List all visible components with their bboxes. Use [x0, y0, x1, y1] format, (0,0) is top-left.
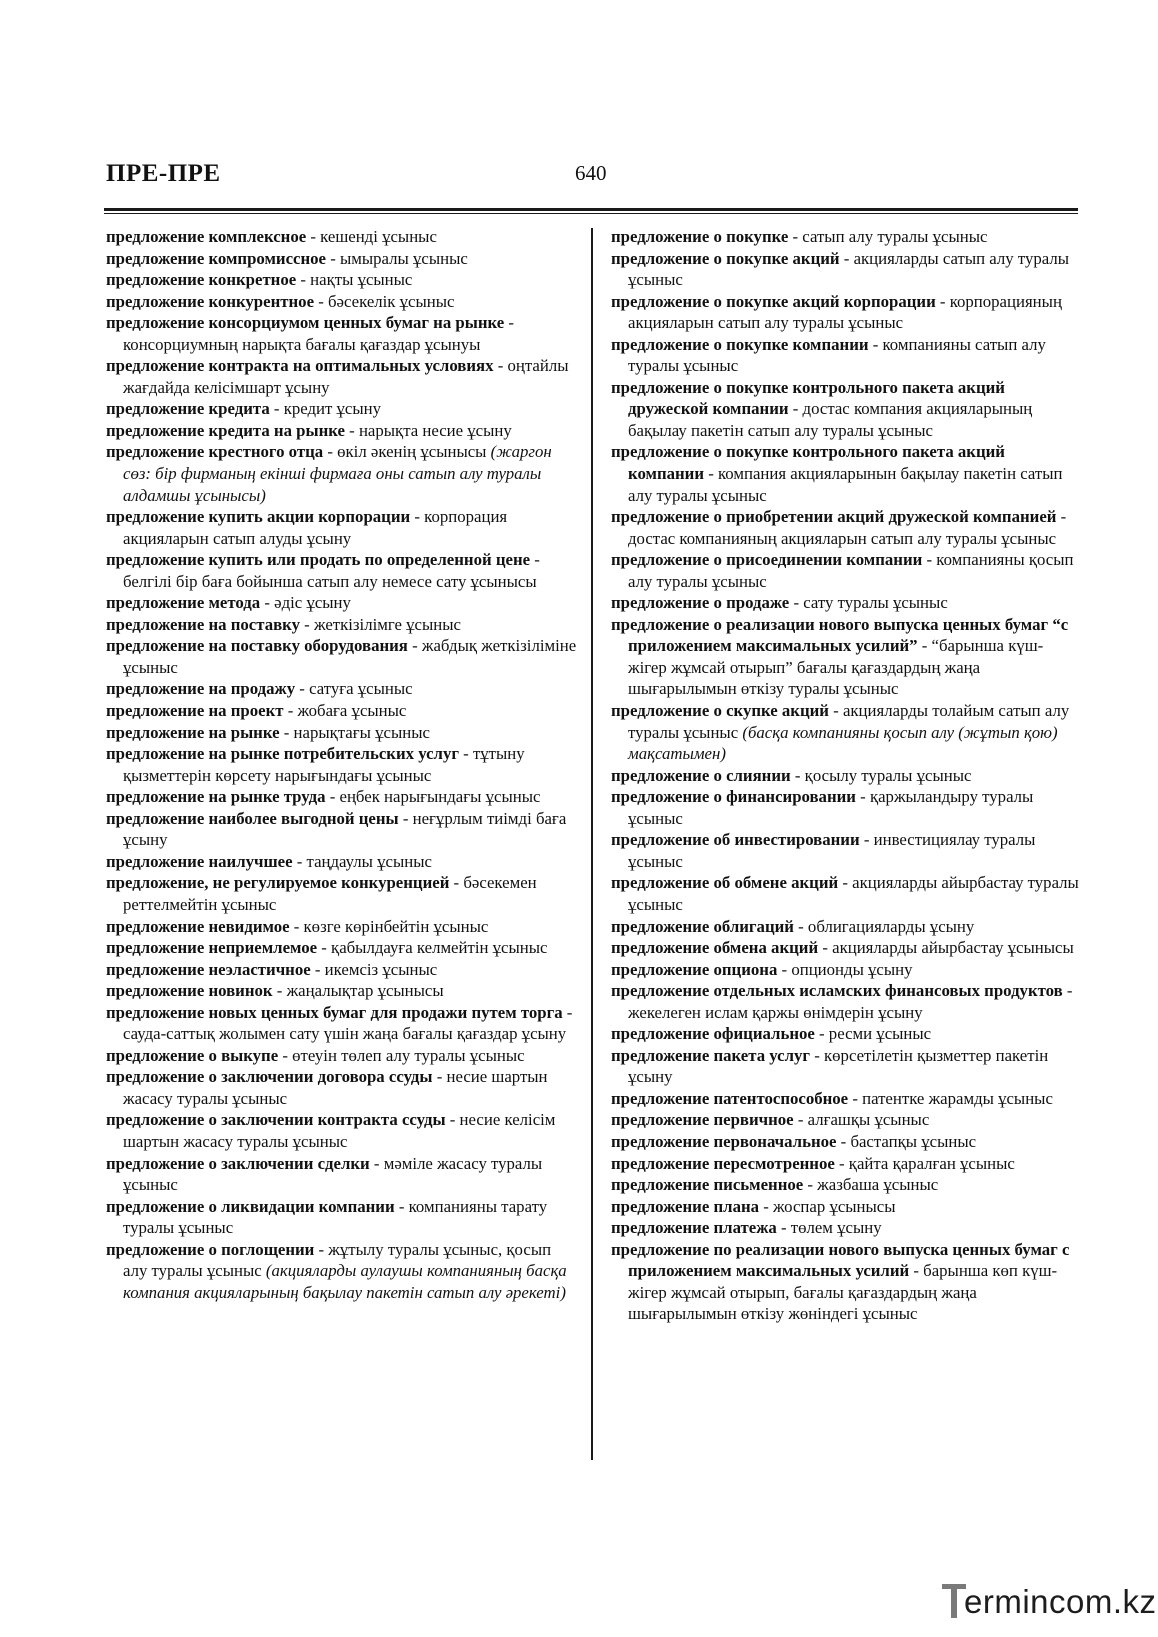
dictionary-entry	[106, 722, 578, 744]
entry-term: предложение первоначальное	[611, 1131, 837, 1151]
entry-definition: - компанияны сатып алу туралы ұсыныс	[628, 334, 1046, 376]
dictionary-entry	[106, 1002, 578, 1045]
entry-term: предложение конкурентное	[106, 291, 315, 311]
entry-term: предложение пакета услуг	[611, 1045, 811, 1065]
dictionary-entry	[106, 1196, 578, 1239]
dictionary-entry	[106, 678, 578, 700]
entry-definition: - жазбаша ұсыныс	[803, 1175, 939, 1195]
dictionary-entry	[611, 829, 1081, 872]
dictionary-entry	[611, 1088, 1081, 1110]
dictionary-entry	[611, 248, 1081, 291]
dictionary-entry	[611, 506, 1081, 549]
entry-definition: - нақты ұсыныс	[296, 270, 413, 290]
dictionary-entry	[611, 786, 1081, 829]
entry-definition: - неғұрлым тиімді баға ұсыну	[123, 808, 567, 850]
logo-t-stem	[951, 1584, 957, 1618]
entry-term: предложение невидимое	[106, 916, 290, 936]
entry-term: предложение о поглощении	[106, 1239, 315, 1259]
entry-definition: - несие келісім шартын жасасу туралы ұсыныс	[123, 1110, 556, 1151]
page-number: 640	[575, 161, 607, 185]
entry-term: предложение отдельных исламских финансовых продуктов	[611, 981, 1063, 1001]
dictionary-entry	[106, 226, 578, 248]
dictionary-entry	[611, 700, 1081, 765]
entry-definition: - бәсекелік ұсыныс	[314, 291, 455, 311]
dictionary-entry	[611, 1153, 1081, 1175]
entry-term: предложение о продаже	[611, 593, 790, 613]
entry-definition: - төлем ұсыну	[776, 1218, 882, 1238]
dictionary-entry	[106, 700, 578, 722]
entry-definition: - кредит ұсыну	[269, 399, 382, 419]
dictionary-entry	[106, 786, 578, 808]
dictionary-entry	[611, 980, 1081, 1023]
dictionary-entry	[106, 592, 578, 614]
entry-definition: - корпорация акцияларын сатып алуды ұсыну	[123, 507, 508, 548]
dictionary-entry	[106, 808, 578, 851]
entry-term: предложение об обмене акций	[611, 873, 839, 893]
dictionary-entry	[106, 1045, 578, 1067]
entry-definition: - акцияларды айырбастау туралы ұсыныс	[628, 873, 1079, 914]
entry-term: предложение пересмотренное	[611, 1153, 835, 1173]
dictionary-entry	[106, 549, 578, 592]
entry-definition: - жекелеген ислам қаржы өнімдерін ұсыну	[628, 981, 1073, 1022]
entry-definition: - акцияларды айырбастау ұсынысы	[818, 938, 1074, 958]
entry-definition: - достас компания акцияларының бақылау пакетін сатып алу туралы ұсыныс	[628, 399, 1033, 440]
dictionary-entry	[106, 1153, 578, 1196]
entry-definition: - сату туралы ұсыныс	[789, 593, 948, 613]
entry-definition: - барынша көп күш-жігер жұмсай отырып, бағалы қағаздардың жаңа шығарылымын өткізу жөніндегі ұсыныс	[628, 1261, 1058, 1324]
header-rule-thin	[104, 213, 1078, 214]
entry-definition: - қаржыландыру туралы ұсыныс	[628, 787, 1034, 828]
dictionary-entry	[611, 441, 1081, 506]
entry-term: предложение о слиянии	[611, 765, 791, 785]
entry-definition: - жеткізілімге ұсыныс	[299, 614, 461, 634]
entry-term: предложение на поставку	[106, 614, 300, 634]
entry-term: предложение о покупке акций корпорации	[611, 291, 936, 311]
entry-term: предложение об инвестировании	[611, 830, 860, 850]
entry-definition: - көзге көрінбейтін ұсыныс	[289, 916, 489, 936]
entry-term: предложение о покупке компании	[611, 334, 869, 354]
dictionary-entry	[611, 1217, 1081, 1239]
dictionary-entry	[611, 226, 1081, 248]
entry-term: предложение официальное	[611, 1024, 815, 1044]
entry-definition: - ресми ұсыныс	[814, 1024, 932, 1044]
entry-definition: - акцияларды толайым сатып алу туралы ұсыныс	[628, 701, 1070, 742]
dictionary-entry	[106, 291, 578, 313]
page-header-title: ПРЕ-ПРЕ	[106, 160, 221, 187]
entry-term: предложение на продажу	[106, 679, 296, 699]
entry-term: предложение о заключении контракта ссуды	[106, 1110, 446, 1130]
dictionary-entry	[106, 506, 578, 549]
dictionary-entry	[106, 980, 578, 1002]
dictionary-entry	[611, 377, 1081, 442]
entry-term: предложение о покупке контрольного пакета акций дружеской компании	[611, 377, 1005, 419]
entry-definition: - тұтыну қызметтерін көрсету нарығындағы ұсыныс	[123, 744, 525, 785]
left-column	[106, 226, 578, 1303]
dictionary-entry	[611, 1023, 1081, 1045]
dictionary-entry	[611, 334, 1081, 377]
entry-definition: - опционды ұсыну	[777, 959, 913, 979]
entry-term: предложение на рынке труда	[106, 787, 326, 807]
entry-term: предложение на рынке	[106, 722, 280, 742]
dictionary-entry	[611, 1239, 1081, 1325]
entry-term: предложение о финансировании	[611, 787, 856, 807]
entry-definition: - несие шартын жасасу туралы ұсыныс	[123, 1067, 548, 1108]
dictionary-entry	[611, 549, 1081, 592]
entry-definition: - өкіл әкенің ұсынысы	[323, 442, 491, 462]
entry-term: предложение о реализации нового выпуска ценных бумаг “с приложением максимальных усилий”	[611, 614, 1069, 656]
entry-definition: - жоспар ұсынысы	[759, 1196, 896, 1216]
dictionary-entry	[611, 765, 1081, 787]
dictionary-entry	[106, 312, 578, 355]
entry-definition: - оңтайлы жағдайда келісімшарт ұсыну	[123, 356, 569, 397]
entry-term: предложение комплексное	[106, 227, 307, 246]
entry-definition: - таңдаулы ұсыныс	[292, 851, 432, 871]
entry-term: предложение компромиссное	[106, 248, 327, 268]
entry-definition: - икемсіз ұсыныс	[310, 959, 438, 979]
entry-term: предложение кредита	[106, 399, 270, 419]
dictionary-entry	[106, 420, 578, 442]
entry-definition: - консорциумның нарықта бағалы қағаздар ұсынуы	[123, 313, 515, 354]
entry-term: предложение патентоспособное	[611, 1088, 849, 1108]
dictionary-entry	[611, 614, 1081, 700]
entry-term: предложение неприемлемое	[106, 938, 318, 958]
entry-term: предложение конкретное	[106, 270, 297, 290]
entry-term: предложение контракта на оптимальных условиях	[106, 356, 494, 376]
dictionary-entry	[106, 851, 578, 873]
dictionary-entry	[106, 937, 578, 959]
entry-definition: - мәміле жасасу туралы ұсыныс	[123, 1153, 543, 1195]
entry-note: (акцияларды аулаушы компанияның басқа компания акцияларының бақылау пакетін сатып алу әрекеті)	[123, 1261, 567, 1302]
entry-term: предложение крестного отца	[106, 442, 324, 462]
entry-term: предложение о покупке акций	[611, 248, 840, 268]
entry-term: предложение по реализации нового выпуска ценных бумаг с приложением максимальных усилий	[611, 1239, 1070, 1281]
entry-term: предложение о ликвидации компании	[106, 1196, 395, 1216]
entry-definition: - жобаға ұсыныс	[283, 701, 407, 721]
entry-definition: - компания акцияларынын бақылау пакетін сатып алу туралы ұсыныс	[628, 464, 1063, 505]
entry-definition: - әдіс ұсыну	[260, 593, 351, 613]
entry-term: предложение наиболее выгодной цены	[106, 808, 399, 828]
entry-term: предложение опциона	[611, 959, 778, 979]
dictionary-entry	[611, 1109, 1081, 1131]
entry-term: предложение метода	[106, 593, 261, 613]
entry-term: предложение консорциумом ценных бумаг на рынке	[106, 313, 505, 333]
entry-definition: - алғашқы ұсыныс	[793, 1110, 930, 1130]
dictionary-entry	[611, 872, 1081, 915]
entry-term: предложение о покупке	[611, 227, 789, 246]
dictionary-entry	[106, 872, 578, 915]
dictionary-entry	[106, 614, 578, 636]
entry-term: предложение о присоединении компании	[611, 550, 923, 570]
entry-definition: - көрсетілетін қызметтер пакетін ұсыну	[628, 1045, 1049, 1087]
entry-definition: - бәсекемен реттелмейтін ұсыныс	[123, 873, 537, 914]
dictionary-entry	[106, 248, 578, 270]
entry-definition: - корпорацияның акцияларын сатып алу туралы ұсыныс	[628, 291, 1062, 333]
entry-definition: - жұтылу туралы ұсыныс, қосып алу туралы ұсыныс	[123, 1239, 552, 1281]
entry-term: предложение на поставку оборудования	[106, 636, 408, 656]
dictionary-entry	[611, 916, 1081, 938]
dictionary-entry	[106, 743, 578, 786]
dictionary-entry	[106, 269, 578, 291]
header-rule-thick	[104, 208, 1078, 211]
dictionary-entry	[611, 1131, 1081, 1153]
entry-note: (жаргон сөз: бір фирманың екінші фирмаға оны сатып алу туралы алдамшы ұсынысы)	[123, 442, 552, 505]
dictionary-entry	[611, 1196, 1081, 1218]
dictionary-entry	[106, 441, 578, 506]
dictionary-entry	[611, 1045, 1081, 1088]
entry-definition: - еңбек нарығындағы ұсыныс	[325, 787, 541, 807]
entry-term: предложение на рынке потребительских услуг	[106, 744, 459, 764]
dictionary-entry	[106, 959, 578, 981]
entry-definition: - жабдық жеткізіліміне ұсыныс	[123, 636, 577, 677]
dictionary-entry	[106, 1239, 578, 1304]
entry-term: предложение обмена акций	[611, 938, 819, 958]
entry-term: предложение первичное	[611, 1110, 794, 1130]
termincom-logo-watermark	[940, 1580, 1157, 1624]
right-column	[611, 226, 1081, 1325]
dictionary-entry	[611, 291, 1081, 334]
entry-definition: - сатып алу туралы ұсыныс	[788, 227, 988, 246]
entry-term: предложение на проект	[106, 701, 284, 721]
entry-definition: - инвестициялау туралы ұсыныс	[628, 830, 1036, 871]
entry-term: предложение о заключении сделки	[106, 1153, 370, 1173]
entry-definition: - акцияларды сатып алу туралы ұсыныс	[628, 248, 1070, 290]
entry-definition: - облигацияларды ұсыну	[793, 916, 975, 936]
dictionary-entry	[611, 1174, 1081, 1196]
entry-definition: - бастапқы ұсыныс	[836, 1131, 977, 1151]
entry-definition: - “барынша күш-жігер жұмсай отырып” бағалы қағаздардың жаңа шығарылымын өткізу туралы ұсыныс	[628, 636, 1044, 699]
entry-definition: - ымыралы ұсыныс	[326, 248, 468, 268]
entry-definition: - жаңалықтар ұсынысы	[272, 981, 444, 1001]
dictionary-entry	[106, 355, 578, 398]
entry-definition: - нарықта несие ұсыну	[344, 420, 512, 440]
entry-definition: - патентке жарамды ұсыныс	[848, 1088, 1053, 1108]
entry-definition: - сауда-саттық жолымен сату үшін жаңа бағалы қағаздар ұсыну	[123, 1002, 573, 1044]
entry-definition: - компанияны қосып алу туралы ұсыныс	[628, 550, 1074, 591]
entry-definition: - нарықтағы ұсыныс	[279, 722, 430, 742]
entry-term: предложение неэластичное	[106, 959, 311, 979]
entry-definition: - қабылдауға келмейтін ұсыныс	[317, 938, 548, 958]
entry-term: предложение купить акции корпорации	[106, 507, 411, 527]
entry-definition: - компанияны тарату туралы ұсыныс	[123, 1196, 548, 1238]
logo-text: ermincom.kz	[964, 1583, 1157, 1620]
column-divider	[591, 228, 593, 1460]
entry-term: предложение новых ценных бумаг для продажи путем торга	[106, 1002, 563, 1022]
entry-term: предложение о заключении договора ссуды	[106, 1067, 433, 1087]
dictionary-entry	[611, 592, 1081, 614]
entry-definition: - достас компанияның акцияларын сатып алу туралы ұсыныс	[628, 507, 1067, 548]
entry-term: предложение письменное	[611, 1175, 804, 1195]
entry-term: предложение о скупке акций	[611, 701, 829, 721]
dictionary-entry	[106, 635, 578, 678]
dictionary-entry	[611, 937, 1081, 959]
entry-term: предложение плана	[611, 1196, 760, 1216]
entry-term: предложение наилучшее	[106, 851, 293, 871]
dictionary-entry	[106, 398, 578, 420]
entry-definition: - қосылу туралы ұсыныс	[790, 765, 972, 785]
entry-term: предложение о выкупе	[106, 1045, 279, 1065]
entry-term: предложение платежа	[611, 1218, 777, 1238]
entry-term: предложение новинок	[106, 981, 273, 1001]
entry-definition: - кешенді ұсыныс	[306, 227, 437, 246]
entry-term: предложение о приобретении акций дружеской компанией	[611, 507, 1057, 527]
entry-term: предложение, не регулируемое конкуренцией	[106, 873, 450, 893]
dictionary-entry	[611, 959, 1081, 981]
entry-term: предложение облигаций	[611, 916, 794, 936]
entry-note: (басқа компанияны қосып алу (жұтып қою) мақсатымен)	[628, 722, 1058, 764]
entry-definition: - қайта қаралған ұсыныс	[834, 1153, 1015, 1173]
entry-definition: - белгілі бір баға бойынша сатып алу немесе сату ұсынысы	[123, 550, 540, 591]
entry-term: предложение кредита на рынке	[106, 420, 345, 440]
dictionary-entry	[106, 1109, 578, 1152]
entry-definition: - сатуға ұсыныс	[295, 679, 413, 699]
entry-term: предложение купить или продать по определенной цене	[106, 550, 531, 570]
dictionary-entry	[106, 1066, 578, 1109]
entry-definition: - өтеуін төлеп алу туралы ұсыныс	[278, 1045, 525, 1065]
dictionary-entry	[106, 916, 578, 938]
entry-term: предложение о покупке контрольного пакета акций компании	[611, 442, 1005, 484]
